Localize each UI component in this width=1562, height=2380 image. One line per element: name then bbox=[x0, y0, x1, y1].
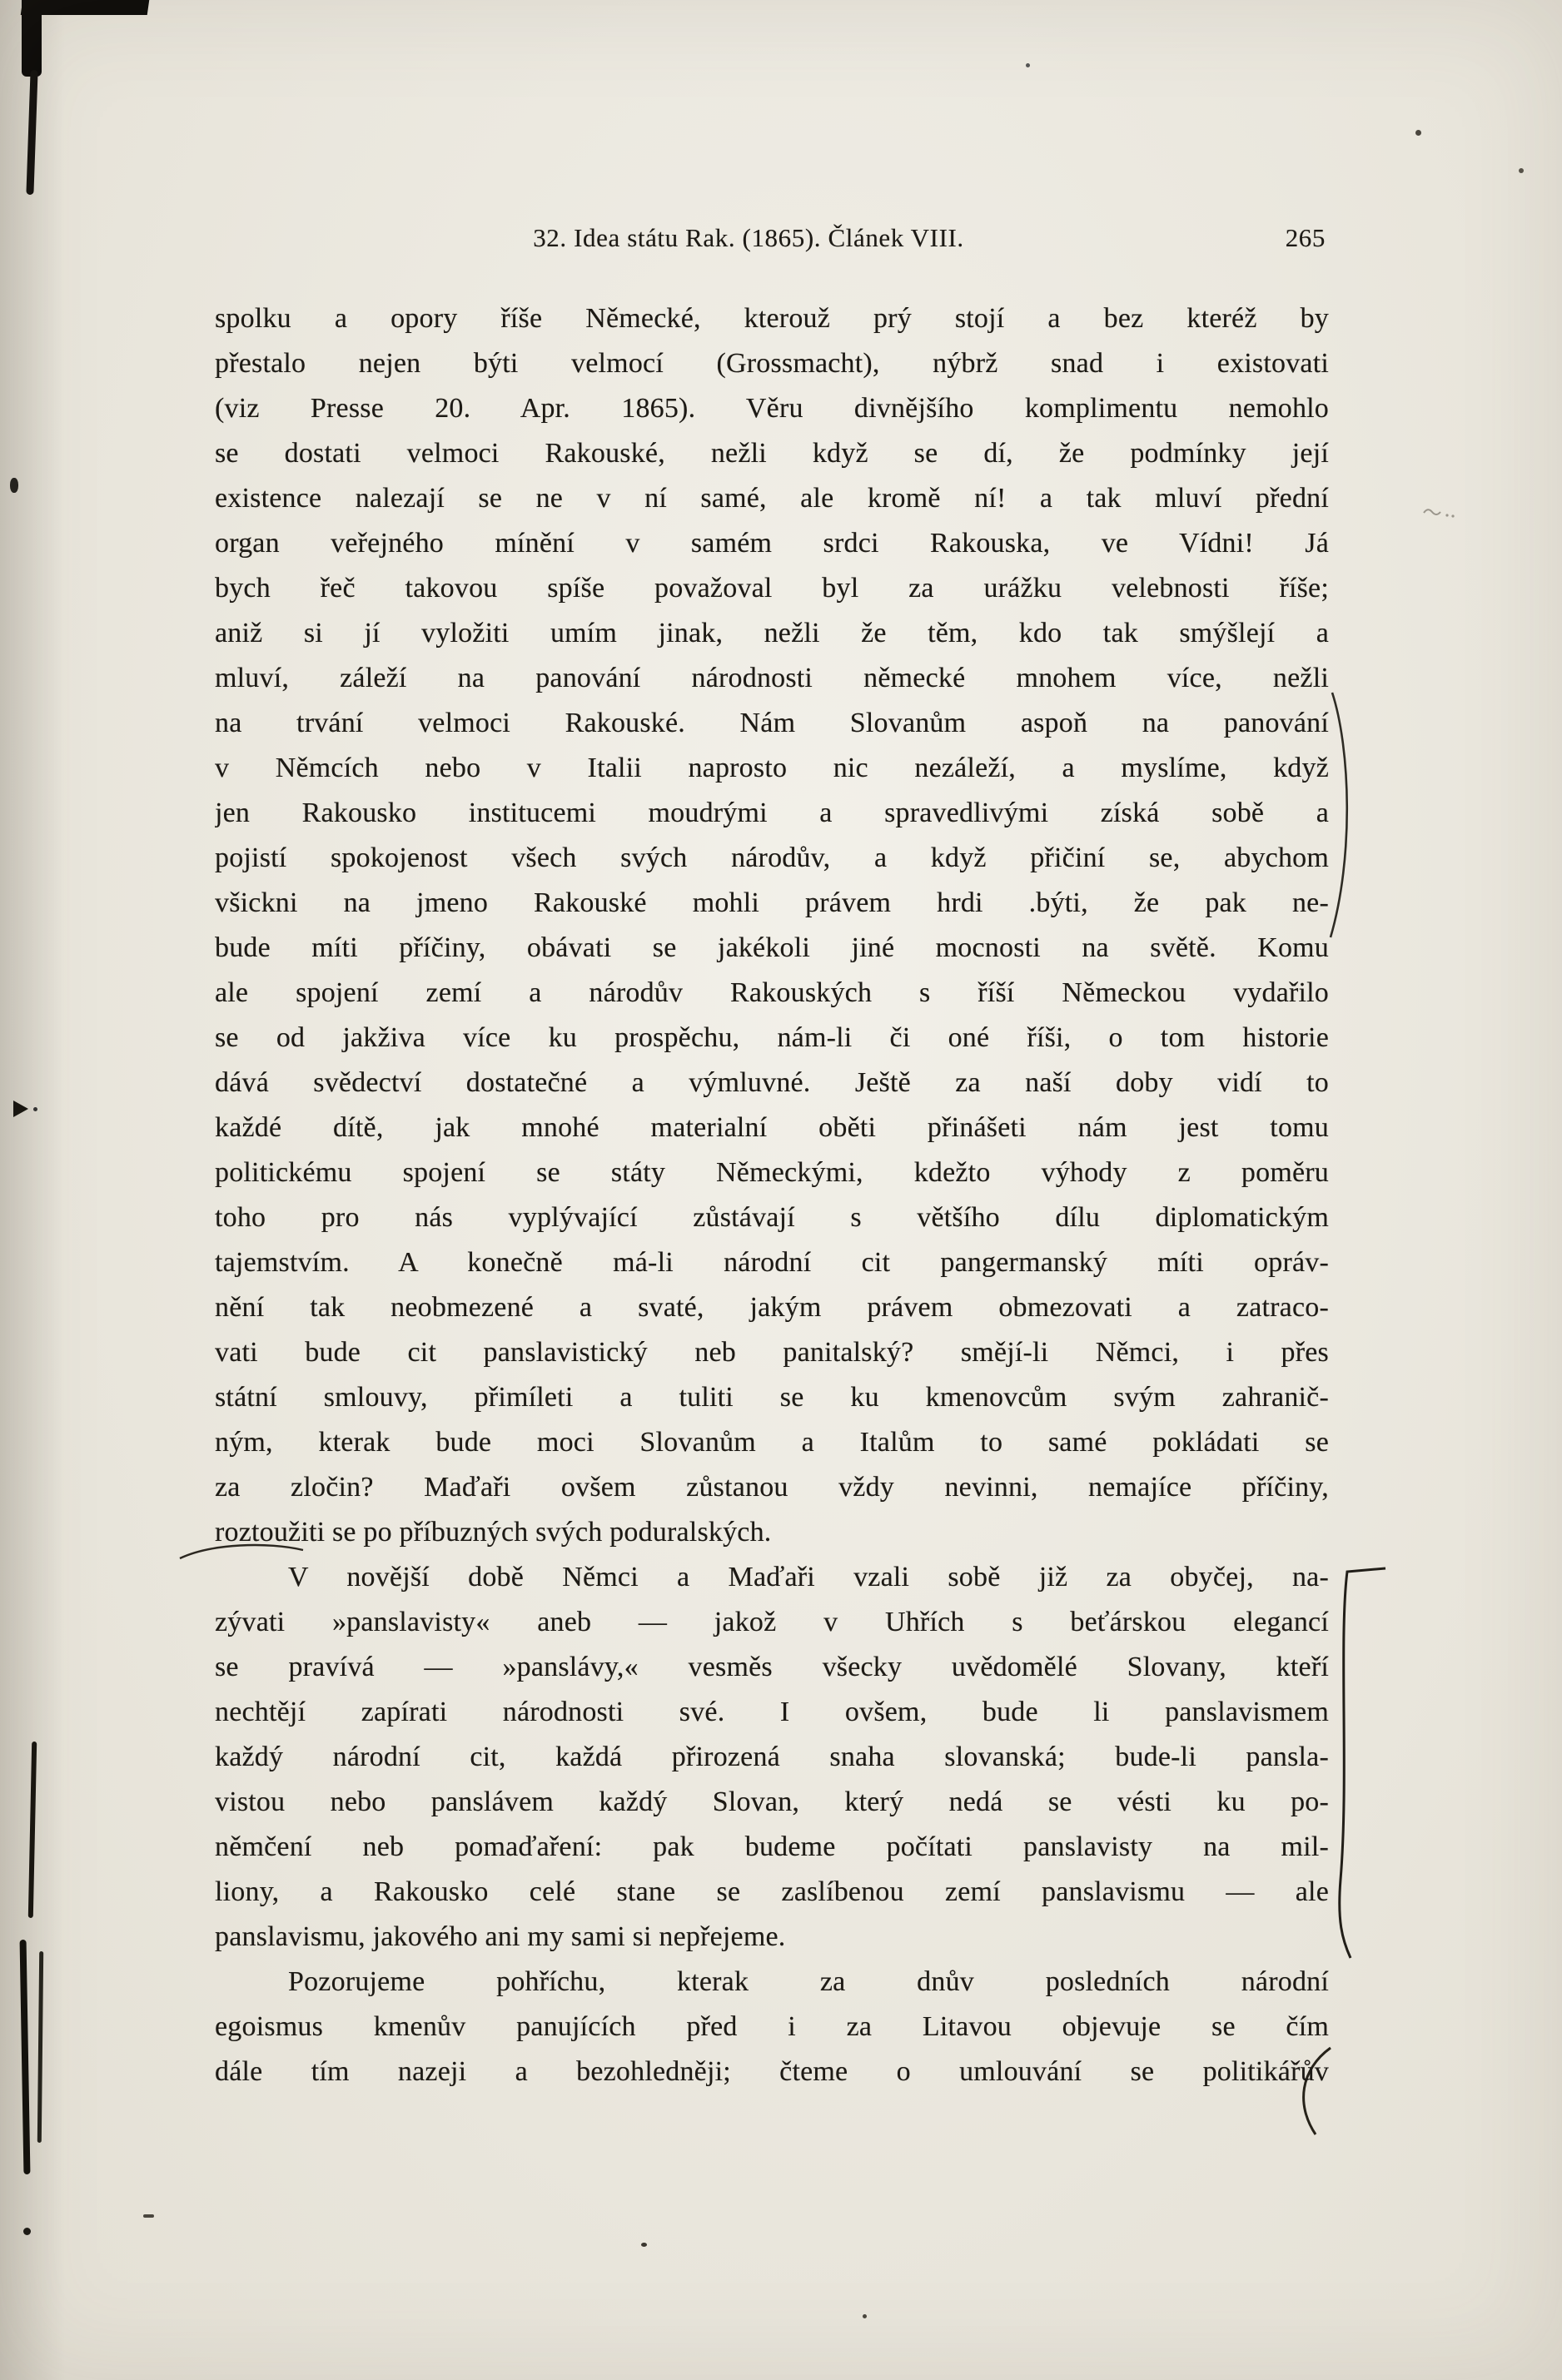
text-line: se pravívá — »panslávy,« vesměs všecky uvědomělé Slovany, kteří bbox=[215, 1652, 1329, 1682]
speck-bottom-dash bbox=[143, 2214, 154, 2218]
text-line: bych řeč takovou spíše považoval byl za urážku velebnosti říše; bbox=[215, 573, 1329, 604]
text-line: za zločin? Maďaři ovšem zůstanou vždy nevinni, nemajíce příčiny, bbox=[215, 1472, 1329, 1503]
text-line: každý národní cit, každá přirozená snaha slovanská; bude-li pansla- bbox=[215, 1742, 1329, 1772]
text-line: němčení neb pomaďaření: pak budeme počítati panslavisty na mil- bbox=[215, 1831, 1329, 1862]
ink-line-top-left bbox=[26, 70, 37, 195]
text-line: organ veřejného mínění v samém srdci Rakouska, ve Vídni! Já bbox=[215, 528, 1329, 559]
text-line: bude míti příčiny, obávati se jakékoli jiné mocnosti na světě. Komu bbox=[215, 932, 1329, 963]
text-line: nění tak neobmezené a svaté, jakým právem obmezovati a zatraco- bbox=[215, 1292, 1329, 1323]
text-line: nechtějí zapírati národnosti své. I ovšem, bude li panslavismem bbox=[215, 1697, 1329, 1727]
text-line: ale spojení zemí a národův Rakouských s říší Německou vydařilo bbox=[215, 977, 1329, 1008]
text-line: každé dítě, jak mnohé materialní oběti přinášeti nám jest tomu bbox=[215, 1112, 1329, 1143]
text-line: vati bude cit panslavistický neb panitalský? smějí-li Němci, i přes bbox=[215, 1337, 1329, 1368]
ink-line-left-bottom-a bbox=[20, 1940, 31, 2174]
text-block bbox=[215, 296, 1329, 2094]
speck-bottom-a bbox=[641, 2243, 647, 2247]
text-line: tajemstvím. A konečně má-li národní cit pangermanský míti opráv- bbox=[215, 1247, 1329, 1278]
speck-top-right-b bbox=[1519, 168, 1524, 173]
text-line: liony, a Rakousko celé stane se zaslíbenou zemí panslavismu — ale bbox=[215, 1876, 1329, 1907]
text-line: se dostati velmoci Rakouské, nežli když se dí, že podmínky její bbox=[215, 438, 1329, 469]
paragraph bbox=[215, 1555, 1329, 1960]
paragraph bbox=[215, 1960, 1329, 2094]
text-line: vistou nebo panslávem každý Slovan, který nedá se vésti ku po- bbox=[215, 1786, 1329, 1817]
margin-curve-right-upper bbox=[1326, 691, 1359, 941]
text-line: panslavismu, jakového ani my sami si nepřejeme. bbox=[215, 1921, 786, 1952]
text-line: se od jakživa více ku prospěchu, nám-li či oné říši, o tom historie bbox=[215, 1022, 1329, 1053]
margin-bracket-right-lower bbox=[1331, 1563, 1389, 1963]
text-line: roztoužiti se po příbuzných svých poduralských. bbox=[215, 1517, 772, 1548]
paragraph bbox=[215, 296, 1329, 1555]
text-line: existence nalezají se ne v ní samé, ale kromě ní! a tak mluví přední bbox=[215, 483, 1329, 514]
text-line: přestalo nejen býti velmocí (Grossmacht), nýbrž snad i existovati bbox=[215, 348, 1329, 379]
text-line: zývati »panslavisty« aneb — jakož v Uhřích s beťárskou elegancí bbox=[215, 1607, 1329, 1637]
text-line: egoismus kmenův panujících před i za Litavou objevuje se čím bbox=[215, 2011, 1329, 2042]
text-line: pojistí spokojenost všech svých národův, a když přičiní se, abychom bbox=[215, 842, 1329, 873]
text-line: Pozorujeme pohříchu, kterak za dnův posledních národní bbox=[288, 1966, 1329, 1997]
text-line: v Němcích nebo v Italii naprosto nic nezáleží, a myslíme, když bbox=[215, 753, 1329, 783]
text-line: na trvání velmoci Rakouské. Nám Slovanům aspoň na panování bbox=[215, 708, 1329, 738]
header-title: 32. Idea státu Rak. (1865). Článek VIII. bbox=[533, 223, 964, 252]
ink-dot-left-bottom bbox=[23, 2228, 31, 2235]
ink-dot-left-upper bbox=[10, 478, 18, 493]
text-column bbox=[215, 223, 1329, 2094]
text-line: aniž si jí vyložiti umím jinak, nežli že těm, kdo tak smýšlejí a bbox=[215, 618, 1329, 648]
text-line: dává svědectví dostatečné a výmluvné. Ještě za naší doby vidí to bbox=[215, 1067, 1329, 1098]
speck-bottom-b bbox=[863, 2314, 867, 2318]
ink-arrow-left bbox=[13, 1101, 28, 1117]
scan-edge-shadow bbox=[0, 0, 65, 2380]
running-header bbox=[215, 223, 1329, 256]
text-line: jen Rakousko institucemi moudrými a spravedlivými získá sobě a bbox=[215, 797, 1329, 828]
ink-dot-left-mid bbox=[33, 1107, 37, 1111]
text-line: politickému spojení se státy Německými, kdežto výhody z poměru bbox=[215, 1157, 1329, 1188]
text-line: mluví, záleží na panování národnosti německé mnohem více, nežli bbox=[215, 663, 1329, 693]
speck-top-center bbox=[1026, 63, 1030, 67]
text-line: (viz Presse 20. Apr. 1865). Věru divnějšího komplimentu nemohlo bbox=[215, 393, 1329, 424]
text-line: toho pro nás vyplývající zůstávají s většího dílu diplomatickým bbox=[215, 1202, 1329, 1233]
ink-line-left-lower bbox=[28, 1742, 37, 1918]
text-line: V novější době Němci a Maďaři vzali sobě již za obyčej, na- bbox=[288, 1562, 1329, 1592]
text-line: všickni na jmeno Rakouské mohli právem hrdi .býti, že pak ne- bbox=[215, 887, 1329, 918]
speck-top-right-a bbox=[1415, 130, 1421, 136]
ink-blot-top-left-vertical bbox=[22, 0, 42, 77]
text-line: ným, kterak bude moci Slovanům a Italům to samé pokládati se bbox=[215, 1427, 1329, 1458]
text-line: dále tím nazeji a bezohledněji; čteme o umlouvání se politikářův bbox=[215, 2056, 1329, 2087]
pencil-squiggle-right bbox=[1422, 504, 1459, 519]
text-line: spolku a opory říše Německé, kterouž prý stojí a bez kteréž by bbox=[215, 303, 1329, 334]
ink-line-left-bottom-b bbox=[37, 1951, 43, 2143]
text-line: státní smlouvy, přimíleti a tuliti se ku kmenovcům svým zahranič- bbox=[215, 1382, 1329, 1413]
page-number: 265 bbox=[1285, 223, 1326, 252]
